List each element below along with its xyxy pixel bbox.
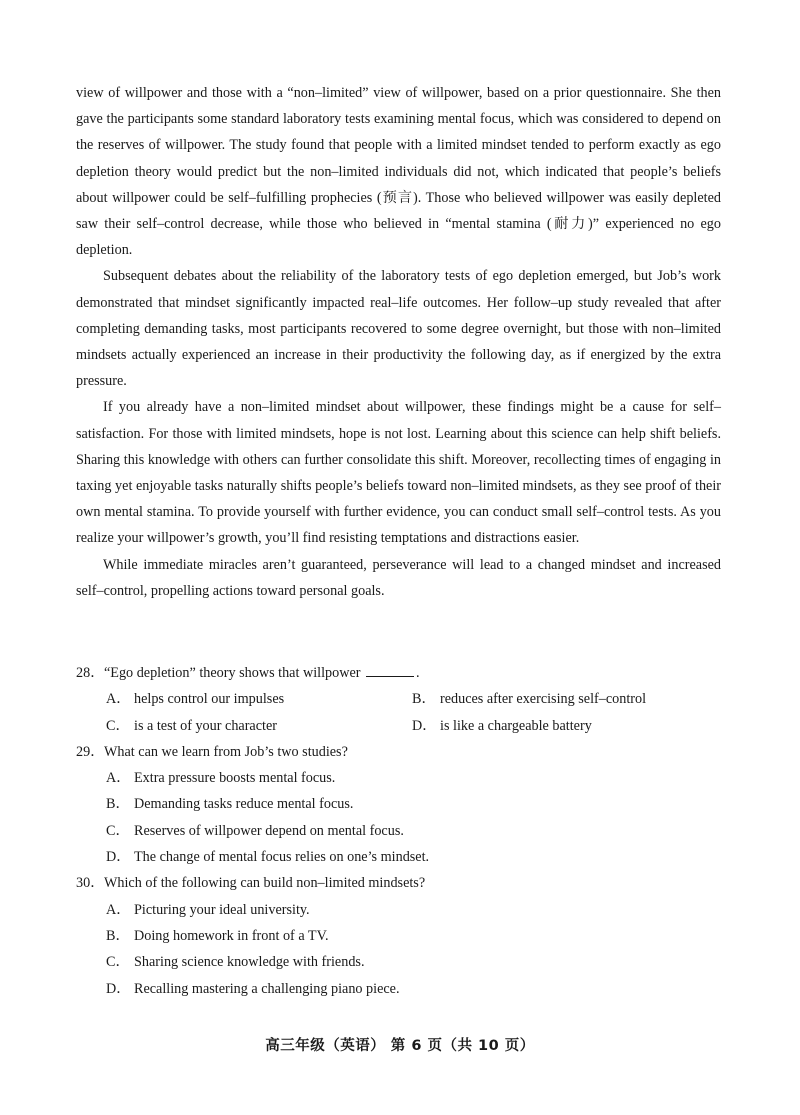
question-28 xyxy=(76,660,721,739)
option-c: C． Sharing science knowledge with friends. xyxy=(106,954,365,971)
question-stem xyxy=(76,870,721,896)
option-b: B． Demanding tasks reduce mental focus. xyxy=(106,796,354,813)
question-30 xyxy=(76,870,721,1001)
passage-paragraph-2: Subsequent debates about the reliability of the laboratory tests of ego depletion emerged, but Job’s work demonstrated that mindset significantly impacted real–life outcomes. Her follow–up study revealed that after completing demanding tasks, most participants recovered to some degree overnight, but those with non–limited mindsets actually experienced an increase in their productivity the following day, as if energized by the extra pressure. xyxy=(76,268,721,390)
question-number: 30． xyxy=(76,875,105,892)
option-a: A． Extra pressure boosts mental focus. xyxy=(106,770,336,787)
question-stem xyxy=(76,660,721,686)
question-section xyxy=(76,660,721,1002)
question-29 xyxy=(76,739,721,870)
option-b: B． Doing homework in front of a TV. xyxy=(106,927,329,944)
option-d: D． Recalling mastering a challenging piano piece. xyxy=(106,980,400,997)
question-number: 28． xyxy=(76,665,105,681)
passage-paragraph-1: view of willpower and those with a “non–limited” view of willpower, based on a prior questionnaire. She then gave the participants some standard laboratory tests examining mental focus, which was considered to depend on the reserves of willpower. The study found that people with a limited mindset tended to perform exactly as ego depletion theory would predict but the non–limited individuals did not, which indicated that people’s beliefs about willpower could be self–fulfilling prophecies (预言). Those who believed willpower was easily depleted saw their self–control decrease, while those who believed in “mental stamina (耐力)” experienced no ego depletion. xyxy=(76,85,721,259)
option-c: C． is a test of your character xyxy=(106,717,277,734)
question-number: 29． xyxy=(76,743,105,760)
passage-paragraph-4: While immediate miracles aren’t guaranteed, perseverance will lead to a changed mindset and increased self–control, propelling actions toward personal goals. xyxy=(76,556,721,599)
option-c: C． Reserves of willpower depend on mental focus. xyxy=(106,822,404,839)
question-text: “Ego depletion” theory shows that willpower xyxy=(104,665,361,681)
options-grid xyxy=(76,686,721,739)
answer-blank xyxy=(366,662,414,677)
question-text-end: . xyxy=(416,665,420,681)
question-text: What can we learn from Job’s two studies? xyxy=(104,743,348,760)
question-text: Which of the following can build non–limited mindsets? xyxy=(104,875,426,892)
options-list xyxy=(76,765,721,870)
passage-paragraph-3: If you already have a non–limited mindset about willpower, these findings might be a cause for self–satisfaction. For those with limited mindsets, hope is not lost. Learning about this science can help shift beliefs. Sharing this knowledge with others can further consolidate this shift. Moreover, recollecting times of engaging in taxing yet enjoyable tasks naturally shifts people’s beliefs toward non–limited mindsets, as they see proof of their own mental stamina. To provide yourself with further evidence, you can conduct small self–control tests. As you realize your willpower’s growth, you’ll find resisting temptations and distractions easier. xyxy=(76,399,721,547)
question-stem xyxy=(76,739,721,765)
options-list xyxy=(76,897,721,1002)
page-footer: 高三年级（英语） 第 6 页（共 10 页） xyxy=(265,1038,535,1054)
option-d: D． The change of mental focus relies on one’s mindset. xyxy=(106,849,430,866)
option-b: B． reduces after exercising self–control xyxy=(412,691,647,708)
option-a: A． Picturing your ideal university. xyxy=(106,901,310,918)
option-a: A． helps control our impulses xyxy=(106,691,285,708)
option-d: D． is like a chargeable battery xyxy=(412,717,592,734)
reading-passage xyxy=(76,80,721,604)
